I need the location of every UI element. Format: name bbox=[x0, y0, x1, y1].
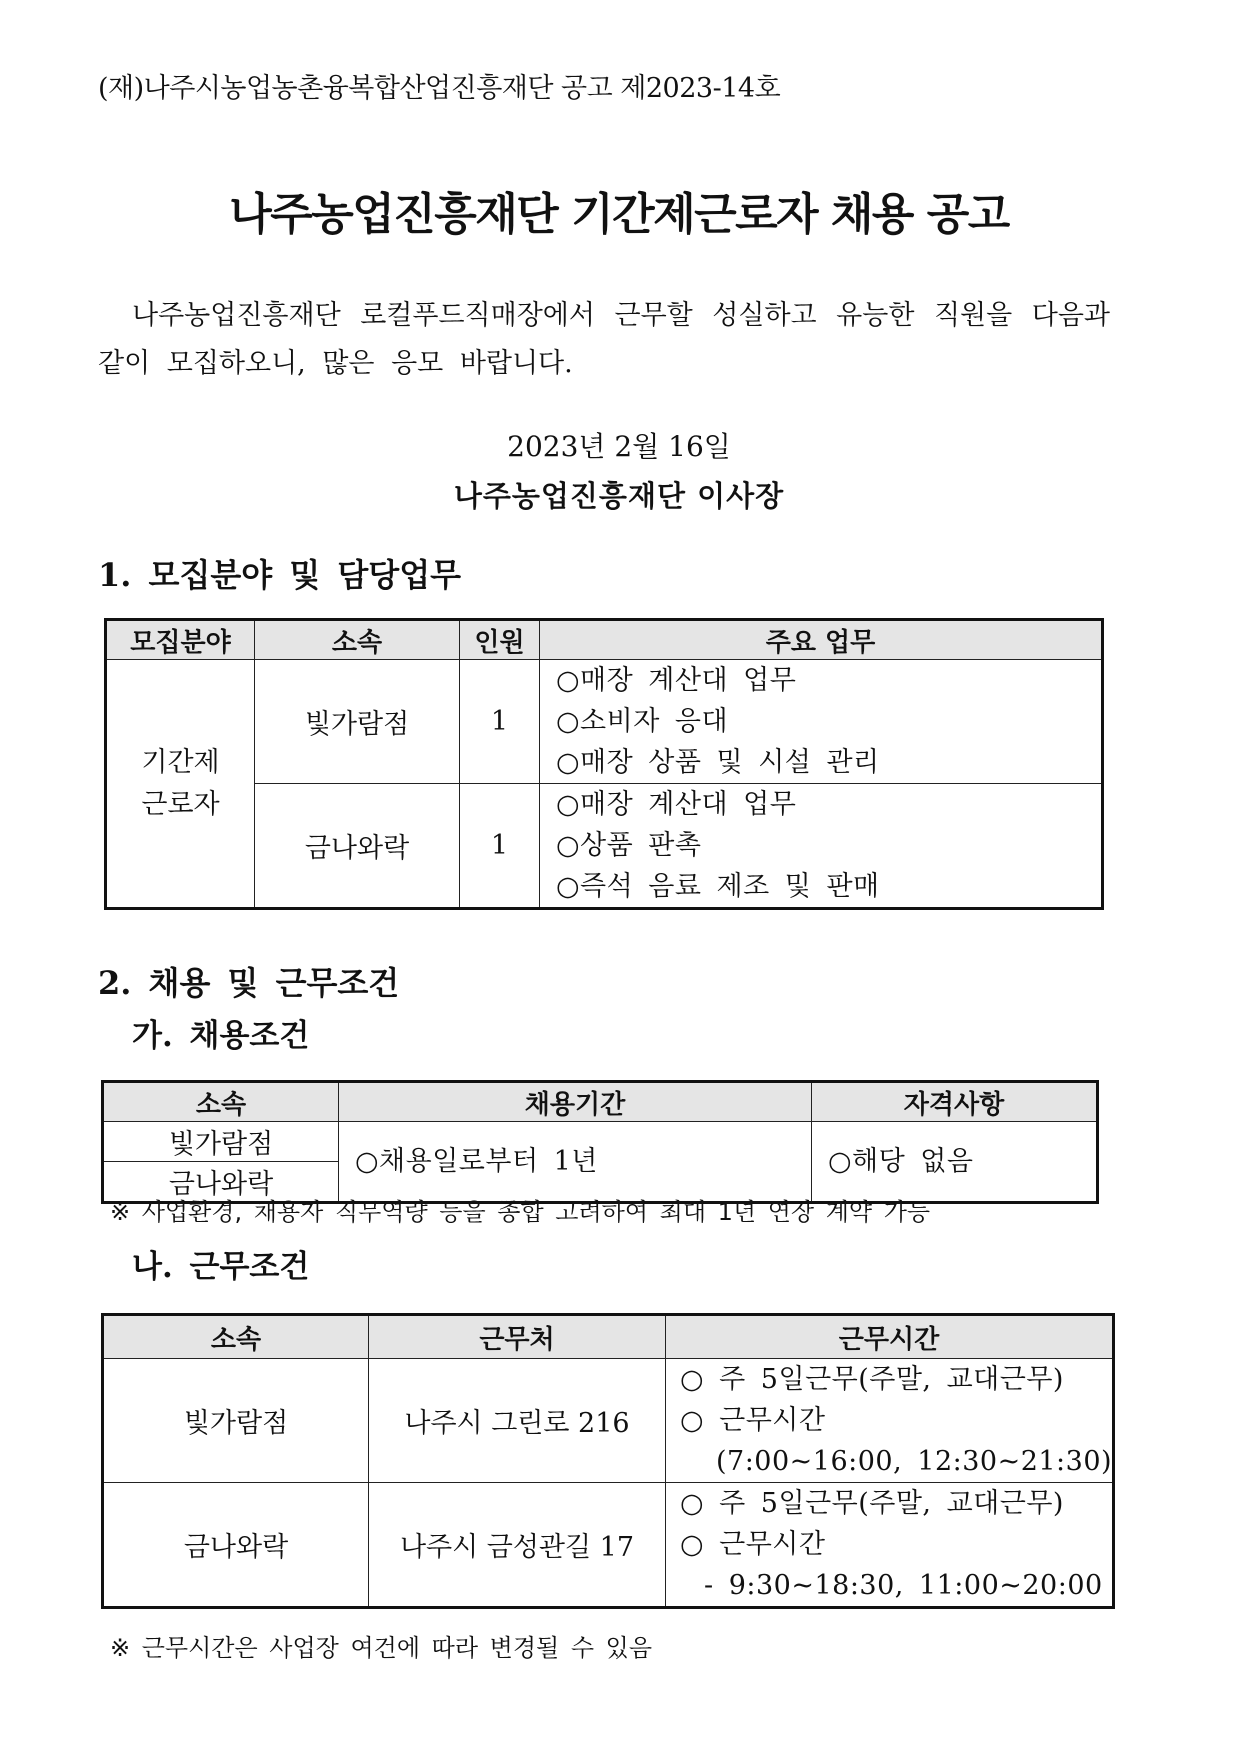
subsection-b-heading: 나. 근무조건 bbox=[132, 1249, 310, 1285]
duty-item: ○매장 계산대 업무 bbox=[556, 789, 797, 820]
subsection-a-heading: 가. 채용조건 bbox=[132, 1018, 310, 1054]
col-header-duties: 주요 업무 bbox=[540, 620, 1103, 660]
col-header-count: 인원 bbox=[460, 620, 540, 660]
table-row bbox=[106, 784, 1103, 909]
qualification-cell: ○해당 없음 bbox=[812, 1122, 1098, 1203]
page-title: 나주농업진흥재단 기간제근로자 채용 공고 bbox=[229, 189, 1009, 240]
org-cell: 빛가람점 bbox=[103, 1122, 339, 1162]
employment-conditions-table bbox=[101, 1080, 1099, 1204]
duty-item: ○즉석 음료 제조 및 판매 bbox=[556, 871, 880, 902]
hours-note: ※ 근무시간은 사업장 여건에 따라 변경될 수 있음 bbox=[110, 1634, 653, 1662]
duties-cell bbox=[540, 660, 1103, 784]
hours-cell bbox=[666, 1483, 1114, 1608]
hours-item: (7:00~16:00, 12:30~21:30) bbox=[716, 1446, 1113, 1477]
extension-note: ※ 사업환경, 채용자 직무역량 등을 종합 고려하여 최대 1년 연장 계약 가능 bbox=[110, 1198, 931, 1226]
org-cell: 빛가람점 bbox=[103, 1359, 369, 1483]
announcement-date: 2023년 2월 16일 bbox=[507, 430, 731, 463]
org-cell: 빛가람점 bbox=[255, 660, 460, 784]
duty-item: ○매장 상품 및 시설 관리 bbox=[556, 747, 880, 778]
table-header-row bbox=[106, 620, 1103, 660]
place-cell: 나주시 그린로 216 bbox=[369, 1359, 666, 1483]
table-row bbox=[103, 1359, 1114, 1483]
hours-item: ○ 주 5일근무(주말, 교대근무) bbox=[680, 1364, 1064, 1395]
hours-item: ○ 근무시간 bbox=[680, 1529, 826, 1560]
duties-cell bbox=[540, 784, 1103, 909]
duty-item: ○상품 판촉 bbox=[556, 830, 702, 861]
org-cell: 금나와락 bbox=[255, 784, 460, 909]
hours-item: - 9:30~18:30, 11:00~20:00 bbox=[704, 1570, 1103, 1601]
count-cell: 1 bbox=[460, 784, 540, 909]
period-cell: ○채용일로부터 1년 bbox=[339, 1122, 812, 1203]
col-header-org: 소속 bbox=[103, 1082, 339, 1122]
col-header-hours: 근무시간 bbox=[666, 1315, 1114, 1359]
hours-item: ○ 주 5일근무(주말, 교대근무) bbox=[680, 1488, 1064, 1519]
place-cell: 나주시 금성관길 17 bbox=[369, 1483, 666, 1608]
table-row bbox=[103, 1483, 1114, 1608]
col-header-org: 소속 bbox=[103, 1315, 369, 1359]
signer: 나주농업진흥재단 이사장 bbox=[453, 479, 785, 513]
recruitment-table bbox=[104, 618, 1104, 910]
section2-heading: 2. 채용 및 근무조건 bbox=[98, 964, 400, 1002]
col-header-org: 소속 bbox=[255, 620, 460, 660]
working-conditions-table bbox=[101, 1313, 1115, 1609]
table-header-row bbox=[103, 1082, 1098, 1122]
count-cell: 1 bbox=[460, 660, 540, 784]
table-row bbox=[106, 660, 1103, 784]
table-row bbox=[103, 1122, 1098, 1162]
table-header-row bbox=[103, 1315, 1114, 1359]
org-cell: 금나와락 bbox=[103, 1162, 339, 1203]
col-header-field: 모집분야 bbox=[106, 620, 255, 660]
org-cell: 금나와락 bbox=[103, 1483, 369, 1608]
hours-item: ○ 근무시간 bbox=[680, 1405, 826, 1436]
section1-heading: 1. 모집분야 및 담당업무 bbox=[98, 556, 462, 594]
duty-item: ○소비자 응대 bbox=[556, 706, 729, 737]
col-header-qualification: 자격사항 bbox=[812, 1082, 1098, 1122]
hours-cell bbox=[666, 1359, 1114, 1483]
notice-number: (재)나주시농업농촌융복합산업진흥재단 공고 제2023-14호 bbox=[98, 73, 781, 104]
col-header-place: 근무처 bbox=[369, 1315, 666, 1359]
duty-item: ○매장 계산대 업무 bbox=[556, 665, 797, 696]
intro-paragraph: 나주농업진흥재단 로컬푸드직매장에서 근무할 성실하고 유능한 직원을 다음과 같이 모집하오니, 많은 응모 바랍니다. bbox=[98, 300, 1110, 379]
field-cell: 기간제 근로자 bbox=[106, 660, 255, 909]
col-header-period: 채용기간 bbox=[339, 1082, 812, 1122]
